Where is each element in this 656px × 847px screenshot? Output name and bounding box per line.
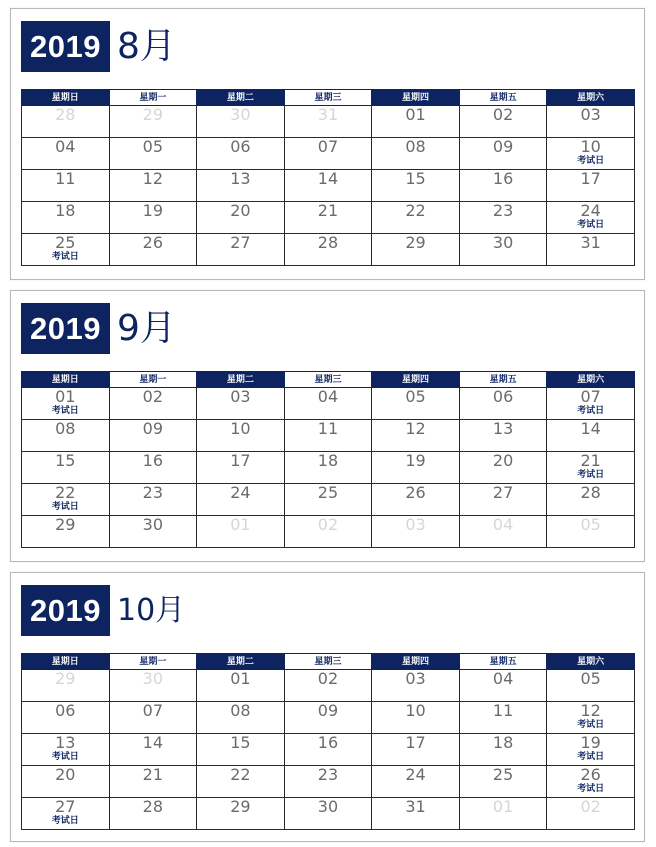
weekday-header: 星期日 [22,654,110,670]
day-number: 07 [580,387,601,406]
week-row [22,452,635,484]
day-number: 21 [580,451,601,470]
day-number: 18 [492,733,514,752]
day-number: 20 [55,765,76,784]
day-number: 14 [580,419,601,438]
day-number: 28 [142,797,164,816]
day-cell [547,138,635,170]
day-cell [547,702,635,734]
day-cell [372,766,460,798]
weekday-header: 星期二 [197,90,285,106]
day-cell [459,452,547,484]
day-cell [372,734,460,766]
day-number: 22 [230,765,251,784]
day-cell [372,484,460,516]
weekday-header: 星期日 [22,90,110,106]
week-row [22,420,635,452]
day-number: 30 [142,515,164,534]
day-number: 17 [230,451,251,470]
day-cell [109,234,197,266]
day-cell [284,702,372,734]
day-cell [547,170,635,202]
month-title: 10月 [117,593,186,628]
day-number: 30 [230,105,251,124]
day-cell [109,420,197,452]
day-cell [547,452,635,484]
day-number: 01 [492,797,514,816]
day-number: 28 [317,233,339,252]
day-number: 15 [405,169,426,188]
year-label: 2019 [21,303,110,354]
day-cell [284,234,372,266]
day-number: 02 [317,669,339,688]
day-cell [459,702,547,734]
day-number: 08 [405,137,426,156]
month-title: 9月 [117,308,176,349]
day-cell [22,766,110,798]
weekday-header: 星期六 [547,654,635,670]
day-cell [109,798,197,830]
exam-day-label: 考试日 [577,720,605,730]
day-number: 13 [492,419,514,438]
weekday-header-row [22,654,635,670]
day-number: 09 [317,701,339,720]
day-cell [547,798,635,830]
day-cell [284,452,372,484]
calendar-august [10,8,645,280]
weekday-header: 星期一 [109,90,197,106]
day-cell [22,484,110,516]
day-number: 07 [317,137,339,156]
day-number: 13 [55,733,76,752]
weekday-header: 星期三 [284,654,372,670]
day-cell [547,670,635,702]
day-number: 19 [142,201,164,220]
week-row [22,388,635,420]
day-cell [197,798,285,830]
day-cell [22,734,110,766]
day-cell [372,798,460,830]
day-number: 01 [405,105,426,124]
day-number: 04 [492,669,514,688]
day-cell [109,202,197,234]
day-number: 22 [55,483,76,502]
day-number: 25 [55,233,76,252]
day-number: 17 [405,733,426,752]
weekday-header: 星期一 [109,654,197,670]
day-number: 30 [492,233,514,252]
day-cell [109,702,197,734]
day-number: 21 [317,201,339,220]
day-cell [197,516,285,548]
day-cell [109,766,197,798]
day-number: 09 [142,419,164,438]
day-cell [109,452,197,484]
weekday-header-row [22,372,635,388]
exam-day-label: 考试日 [577,220,605,230]
day-number: 12 [142,169,164,188]
day-number: 03 [580,105,601,124]
day-number: 14 [142,733,164,752]
month-title: 8月 [117,26,176,67]
day-cell [22,798,110,830]
weekday-header: 星期三 [284,372,372,388]
weekday-header: 星期二 [197,654,285,670]
exam-day-label: 考试日 [577,470,605,480]
week-row [22,170,635,202]
day-number: 12 [405,419,426,438]
day-number: 23 [317,765,339,784]
day-cell [547,234,635,266]
day-cell [372,516,460,548]
day-cell [284,734,372,766]
calendar-october [10,572,645,842]
day-number: 18 [55,201,76,220]
day-number: 15 [230,733,251,752]
day-cell [284,420,372,452]
week-row [22,106,635,138]
day-cell [459,734,547,766]
week-row [22,516,635,548]
day-cell [284,106,372,138]
day-cell [197,234,285,266]
day-cell [547,484,635,516]
week-row [22,670,635,702]
calendar-grid [21,89,635,266]
day-number: 29 [230,797,251,816]
weekday-header: 星期四 [372,372,460,388]
day-cell [22,170,110,202]
day-number: 29 [55,669,76,688]
day-number: 17 [580,169,601,188]
day-cell [22,388,110,420]
day-cell [109,106,197,138]
day-cell [547,516,635,548]
weekday-header: 星期四 [372,654,460,670]
day-cell [284,766,372,798]
day-number: 05 [405,387,426,406]
day-number: 02 [142,387,164,406]
exam-day-label: 考试日 [51,502,79,512]
day-number: 31 [405,797,426,816]
day-number: 03 [405,515,426,534]
day-number: 01 [230,515,251,534]
day-number: 04 [317,387,339,406]
day-cell [109,734,197,766]
day-cell [197,138,285,170]
day-number: 10 [580,137,601,156]
day-number: 03 [230,387,251,406]
day-number: 05 [580,669,601,688]
day-cell [372,170,460,202]
day-cell [459,766,547,798]
week-row [22,484,635,516]
day-number: 22 [405,201,426,220]
day-cell [284,484,372,516]
exam-day-label: 考试日 [51,252,79,262]
weekday-header: 星期二 [197,372,285,388]
day-cell [372,202,460,234]
day-cell [547,734,635,766]
day-number: 19 [405,451,426,470]
day-number: 10 [405,701,426,720]
day-number: 24 [580,201,601,220]
day-cell [372,670,460,702]
exam-day-label: 考试日 [51,406,79,416]
day-cell [459,106,547,138]
day-cell [197,202,285,234]
day-number: 06 [492,387,514,406]
day-number: 24 [405,765,426,784]
day-cell [372,388,460,420]
day-cell [197,702,285,734]
day-number: 16 [142,451,164,470]
weekday-header: 星期三 [284,90,372,106]
calendar-grid [21,653,635,830]
day-cell [284,202,372,234]
day-cell [459,138,547,170]
day-cell [547,420,635,452]
day-cell [109,138,197,170]
day-cell [547,388,635,420]
day-cell [22,234,110,266]
day-number: 08 [230,701,251,720]
day-cell [547,766,635,798]
exam-day-label: 考试日 [577,406,605,416]
day-cell [372,106,460,138]
day-cell [547,106,635,138]
day-cell [372,420,460,452]
weekday-header: 星期五 [459,654,547,670]
day-number: 16 [317,733,339,752]
week-row [22,702,635,734]
week-row [22,234,635,266]
day-number: 18 [317,451,339,470]
day-number: 02 [580,797,601,816]
weekday-header: 星期六 [547,90,635,106]
day-number: 05 [580,515,601,534]
day-number: 06 [230,137,251,156]
exam-day-label: 考试日 [51,816,79,826]
day-cell [284,138,372,170]
day-number: 07 [142,701,164,720]
day-number: 04 [55,137,76,156]
day-cell [22,138,110,170]
day-cell [459,170,547,202]
day-number: 29 [55,515,76,534]
day-number: 08 [55,419,76,438]
day-number: 27 [492,483,514,502]
day-number: 25 [317,483,339,502]
day-cell [284,798,372,830]
day-cell [22,202,110,234]
day-number: 26 [580,765,601,784]
day-number: 15 [55,451,76,470]
day-number: 23 [142,483,164,502]
day-cell [459,670,547,702]
day-number: 02 [317,515,339,534]
day-cell [459,202,547,234]
day-cell [459,388,547,420]
week-row [22,734,635,766]
day-number: 27 [55,797,76,816]
weekday-header: 星期五 [459,372,547,388]
day-cell [197,106,285,138]
day-cell [109,388,197,420]
weekday-header: 星期一 [109,372,197,388]
day-cell [22,420,110,452]
weekday-header: 星期四 [372,90,460,106]
day-number: 02 [492,105,514,124]
day-number: 14 [317,169,339,188]
day-cell [372,702,460,734]
day-number: 12 [580,701,601,720]
day-cell [197,170,285,202]
weekday-header-row [22,90,635,106]
day-cell [197,766,285,798]
day-cell [459,798,547,830]
day-cell [109,670,197,702]
day-cell [109,170,197,202]
day-cell [459,484,547,516]
day-cell [459,234,547,266]
day-cell [197,734,285,766]
day-number: 29 [405,233,426,252]
day-number: 06 [55,701,76,720]
day-number: 28 [55,105,76,124]
day-number: 31 [317,105,339,124]
day-number: 21 [142,765,164,784]
week-row [22,766,635,798]
day-cell [459,516,547,548]
day-cell [372,234,460,266]
weekday-header: 星期五 [459,90,547,106]
day-number: 11 [492,701,514,720]
day-number: 29 [142,105,164,124]
day-number: 11 [55,169,76,188]
day-number: 05 [142,137,164,156]
day-number: 03 [405,669,426,688]
week-row [22,798,635,830]
day-cell [372,452,460,484]
day-cell [284,170,372,202]
day-cell [197,670,285,702]
day-cell [197,420,285,452]
day-cell [284,388,372,420]
day-number: 30 [142,669,164,688]
exam-day-label: 考试日 [577,784,605,794]
day-number: 09 [492,137,514,156]
year-label: 2019 [21,21,110,72]
day-cell [22,670,110,702]
exam-day-label: 考试日 [51,752,79,762]
day-number: 25 [492,765,514,784]
day-number: 31 [580,233,601,252]
day-cell [22,516,110,548]
day-number: 20 [492,451,514,470]
weekday-header: 星期日 [22,372,110,388]
calendar-september [10,290,645,562]
day-number: 27 [230,233,251,252]
day-cell [547,202,635,234]
day-cell [22,452,110,484]
day-cell [109,484,197,516]
day-cell [109,516,197,548]
day-number: 13 [230,169,251,188]
weekday-header: 星期六 [547,372,635,388]
day-number: 23 [492,201,514,220]
week-row [22,138,635,170]
day-cell [284,516,372,548]
day-cell [22,702,110,734]
day-number: 26 [142,233,164,252]
day-number: 26 [405,483,426,502]
day-cell [197,484,285,516]
day-number: 16 [492,169,514,188]
day-number: 19 [580,733,601,752]
exam-day-label: 考试日 [577,156,605,166]
exam-day-label: 考试日 [577,752,605,762]
day-cell [284,670,372,702]
year-label: 2019 [21,585,110,636]
calendar-grid [21,371,635,548]
day-number: 24 [230,483,251,502]
day-cell [197,388,285,420]
day-number: 10 [230,419,251,438]
day-cell [197,452,285,484]
day-cell [372,138,460,170]
day-number: 01 [230,669,251,688]
day-number: 01 [55,387,76,406]
week-row [22,202,635,234]
day-number: 11 [317,419,339,438]
day-cell [22,106,110,138]
day-number: 30 [317,797,339,816]
day-cell [459,420,547,452]
day-number: 04 [492,515,514,534]
day-number: 20 [230,201,251,220]
day-number: 28 [580,483,601,502]
